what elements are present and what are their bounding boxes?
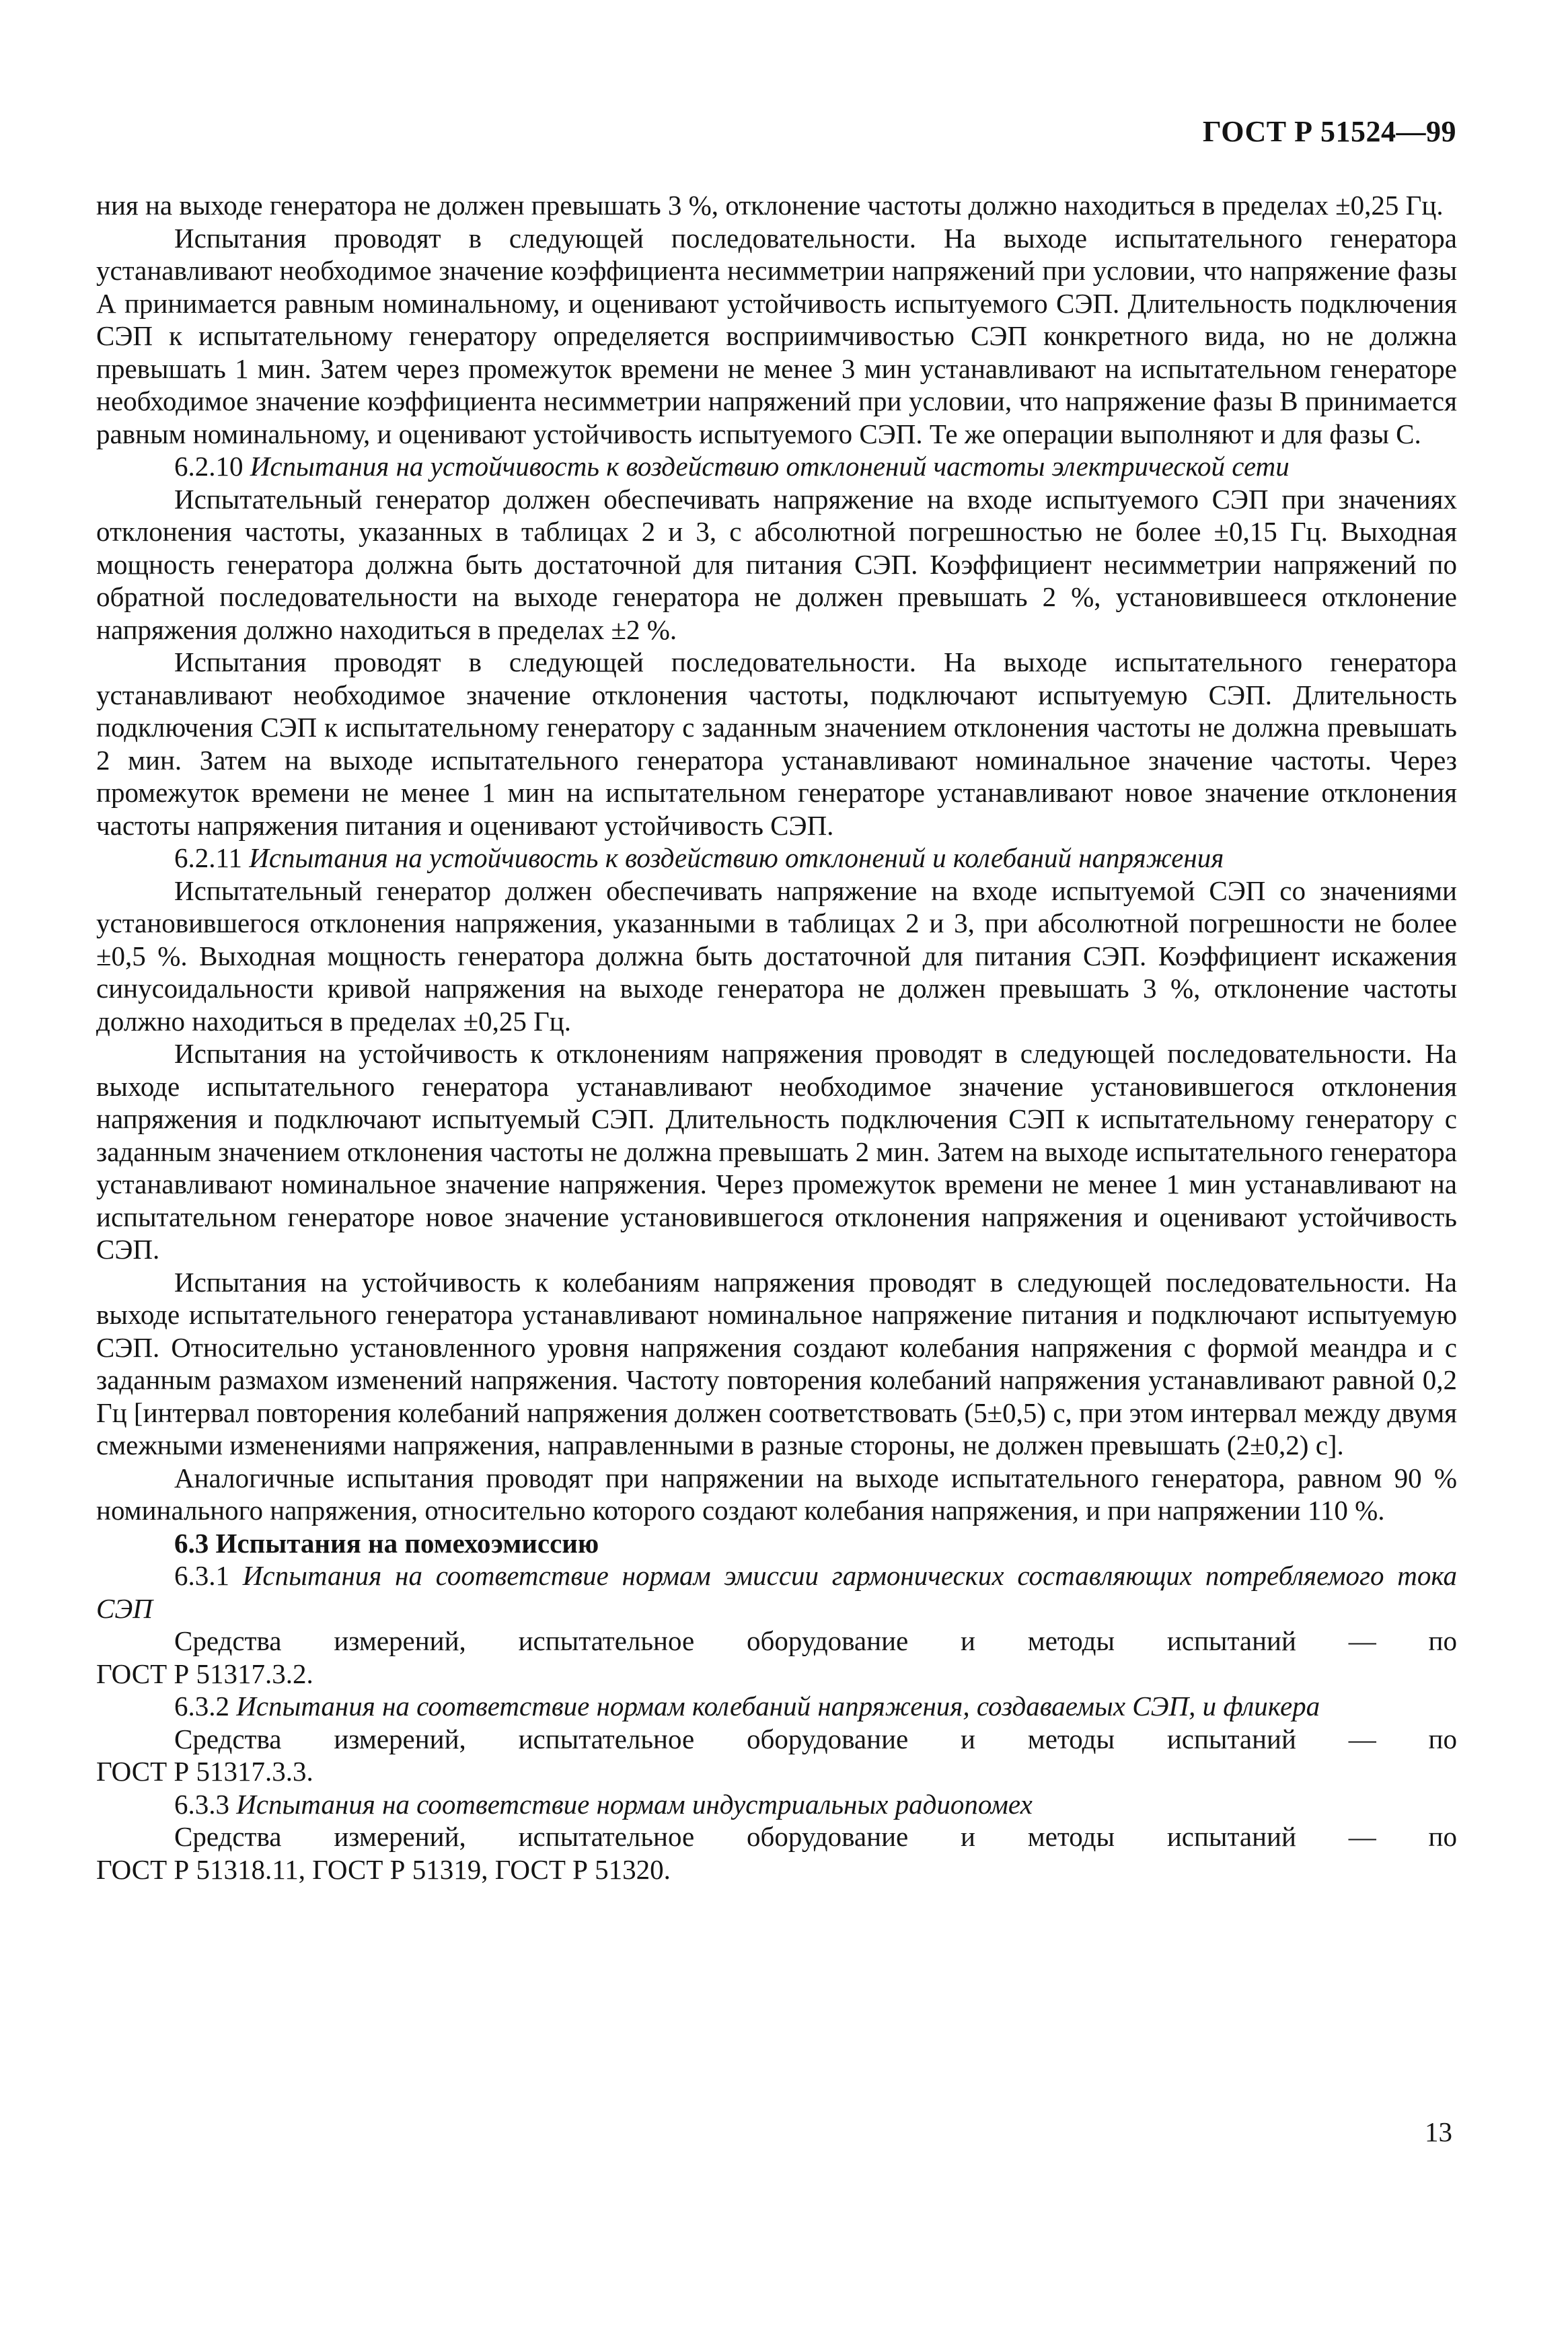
paragraph: Средства измерений, испытательное оборудование и методы испытаний — по (174, 1821, 1457, 1852)
paragraph: Испытательный генератор должен обеспечивать напряжение на входе испытуемого СЭП при значениях отклонения частоты, указанных в таблицах 2 и 3, с абсолютной погрешностью не более ±0,15 Гц. Выходная мощность генератора должна быть достаточной для питания СЭП. Коэффициент несимметрии напряжений по обратной последовательности на выходе генератора не должен превышать 2 %, установившееся отклонение напряжения должно находиться в пределах ±2 %. (96, 483, 1457, 645)
document-code-header: ГОСТ Р 51524—99 (1202, 115, 1456, 148)
section-title: Испытания на соответствие нормам индустриальных радиопомех (236, 1788, 1033, 1820)
paragraph: Средства измерений, испытательное оборудование и методы испытаний — по (174, 1723, 1457, 1754)
paragraph: Средства измерений, испытательное оборудование и методы испытаний — по (174, 1625, 1457, 1656)
section-number: 6.3 (174, 1527, 209, 1559)
section-title: Испытания на устойчивость к воздействию отклонений частоты электрической сети (250, 451, 1290, 482)
document-body (96, 189, 1457, 1886)
section-heading-6-3 (96, 1527, 1457, 1560)
section-title: Испытания на соответствие нормам колебаний напряжения, создаваемых СЭП, и фликера (236, 1691, 1320, 1721)
section-number: 6.3.2 (174, 1691, 229, 1721)
paragraph: ГОСТ Р 51318.11, ГОСТ Р 51319, ГОСТ Р 51320. (96, 1853, 671, 1885)
paragraph: Испытания на устойчивость к колебаниям напряжения проводят в следующей последовательности. На выходе испытательного генератора устанавливают номинальное напряжение питания и подключают испытуемую СЭП. Относительно установленного уровня напряжения создают колебания напряжения с формой меандра и с заданным размахом изменений напряжения. Частоту повторения колебаний напряжения устанавливают равной 0,2 Гц [интервал повторения колебаний напряжения должен соответствовать (5±0,5) с, при этом интервал между двумя смежными изменениями напряжения, направленными в разные стороны, не должен превышать (2±0,2) с]. (96, 1266, 1457, 1460)
section-number: 6.2.10 (174, 451, 244, 482)
section-title: Испытания на соответствие нормам эмиссии гармонических составляющих потребляемого тока СЭП (96, 1560, 1458, 1624)
section-number: 6.3.3 (174, 1788, 229, 1820)
paragraph: ния на выходе генератора не должен превышать 3 %, отклонение частоты должно находиться в пределах ±0,25 Гц. (96, 190, 1444, 221)
paragraph: ГОСТ Р 51317.3.2. (96, 1658, 313, 1689)
section-heading-6-3-2 (96, 1690, 1457, 1723)
paragraph: Испытания проводят в следующей последовательности. На выходе испытательного генератора устанавливают необходимое значение отклонения частоты, подключают испытуемую СЭП. Длительность подключения СЭП к испытательному генератору с заданным значением отклонения частоты не должна превышать 2 мин. Затем на выходе испытательного генератора устанавливают номинальное значение частоты. Через промежуток времени не менее 1 мин на испытательном генераторе устанавливают новое значение отклонения частоты напряжения питания и оценивают устойчивость СЭП. (96, 646, 1457, 841)
section-heading-6-2-10 (96, 450, 1457, 483)
section-number: 6.3.1 (174, 1560, 229, 1591)
paragraph: ГОСТ Р 51317.3.3. (96, 1756, 313, 1787)
section-heading-6-3-3 (96, 1788, 1457, 1821)
paragraph: Испытания проводят в следующей последовательности. На выходе испытательного генератора устанавливают необходимое значение коэффициента несимметрии напряжений при условии, что напряжение фазы А принимается равным номинальному, и оценивают устойчивость испытуемого СЭП. Длительность подключения СЭП к испытательному генератору определяется восприимчивостью СЭП конкретного вида, но не должна превышать 1 мин. Затем через промежуток времени не менее 3 мин устанавливают на испытательном генераторе необходимое значение коэффициента несимметрии напряжений при условии, что напряжение фазы В принимается равным номинальному, и оценивают устойчивость испытуемого СЭП. Те же операции выполняют и для фазы С. (96, 222, 1457, 449)
section-title: Испытания на устойчивость к воздействию отклонений и колебаний напряжения (249, 842, 1224, 873)
paragraph: Испытательный генератор должен обеспечивать напряжение на входе испытуемой СЭП со значениями установившегося отклонения напряжения, указанными в таблицах 2 и 3, при абсолютной погрешности не более ±0,5 %. Выходная мощность генератора должна быть достаточной для питания СЭП. Коэффициент искажения синусоидальности кривой напряжения на выходе генератора не должен превышать 3 %, отклонение частоты должно находиться в пределах ±0,25 Гц. (96, 875, 1457, 1037)
page-number: 13 (1425, 2116, 1452, 2147)
section-heading-6-2-11 (96, 842, 1457, 875)
paragraph: Аналогичные испытания проводят при напряжении на выходе испытательного генератора, равном 90 % номинального напряжения, относительно которого создают колебания напряжения, и при напряжении 110 %. (96, 1462, 1457, 1526)
section-title: Испытания на помехоэмиссию (215, 1527, 599, 1559)
section-number: 6.2.11 (174, 842, 242, 873)
paragraph: Испытания на устойчивость к отклонениям напряжения проводят в следующей последовательности. На выходе испытательного генератора устанавливают необходимое значение установившегося отклонения напряжения и подключают испытуемый СЭП. Длительность подключения СЭП к испытательному генератору с заданным значением отклонения частоты не должна превышать 2 мин. Затем на выходе испытательного генератора устанавливают номинальное значение напряжения. Через промежуток времени не менее 1 мин устанавливают на испытательном генераторе новое значение установившегося отклонения напряжения и оценивают устойчивость СЭП. (96, 1038, 1457, 1265)
section-heading-6-3-1 (96, 1559, 1457, 1625)
